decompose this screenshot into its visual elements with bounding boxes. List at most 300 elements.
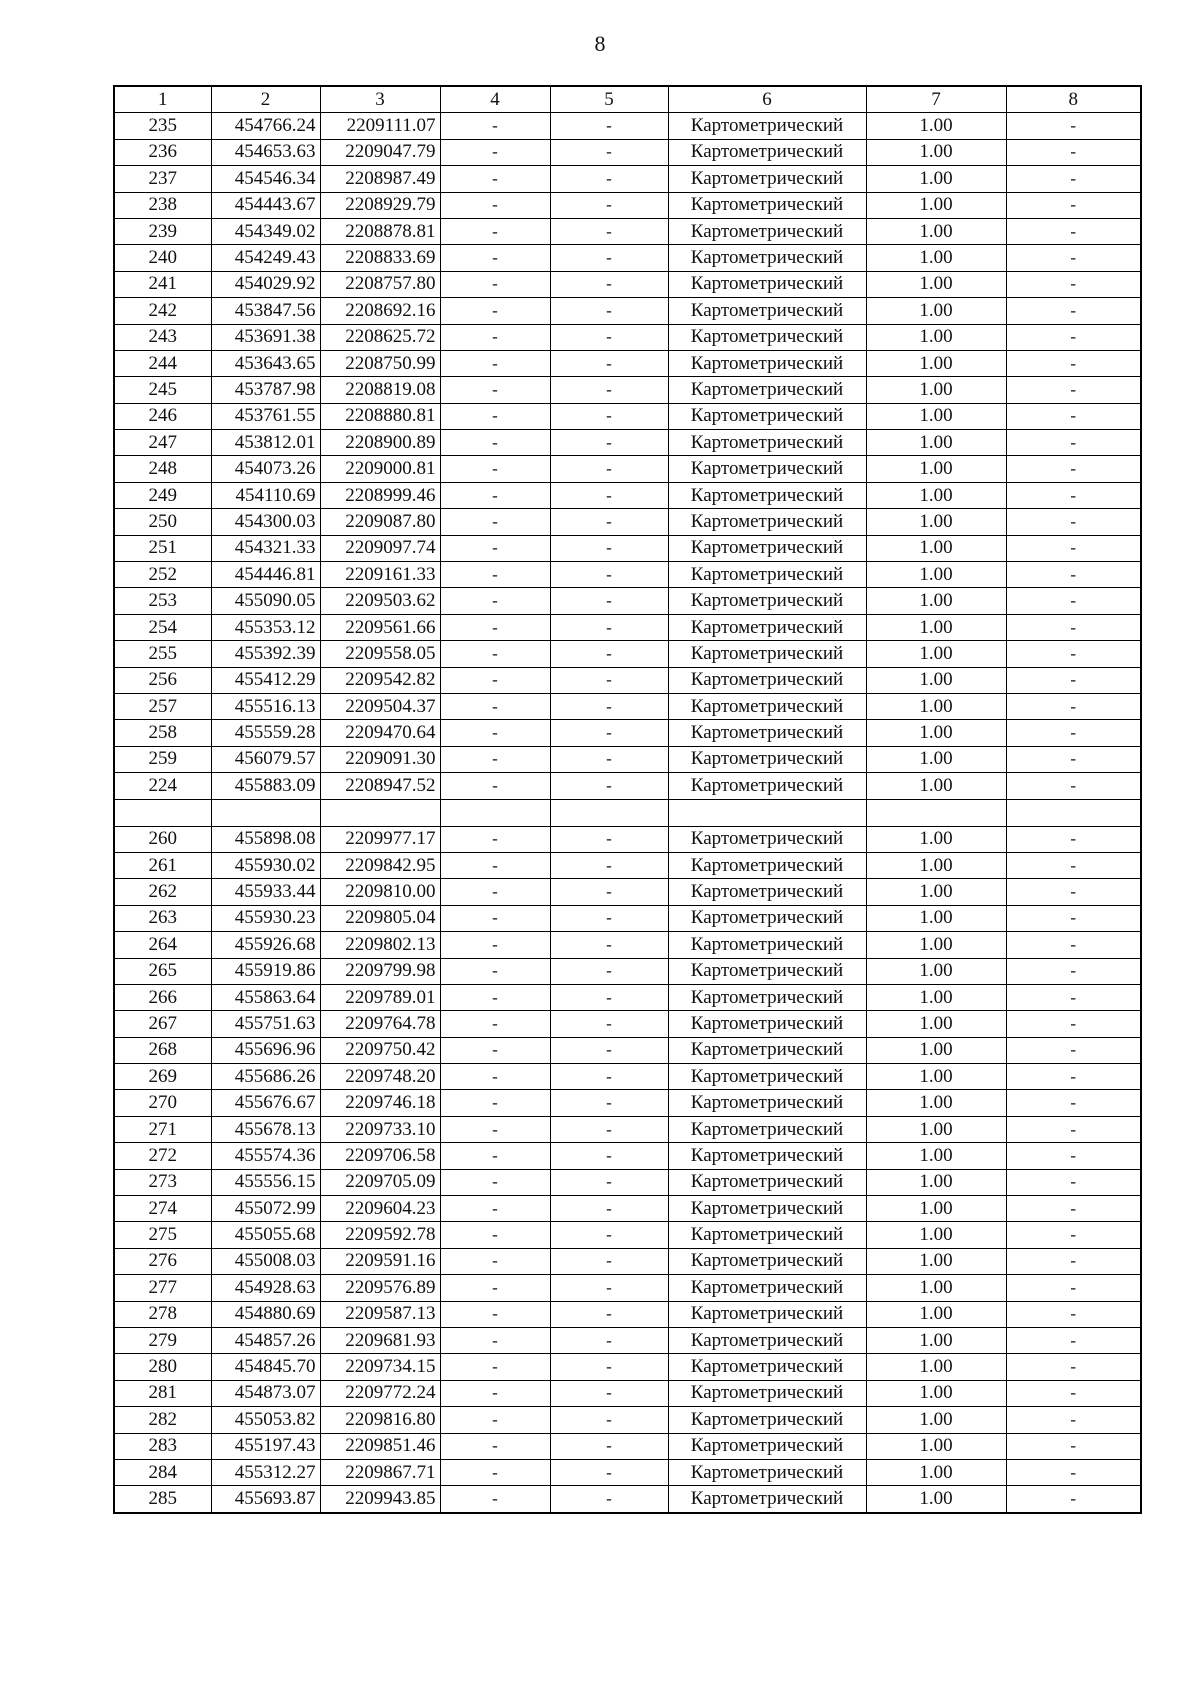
table-cell: - [550,1354,668,1380]
table-cell: - [550,1169,668,1195]
table-cell: 455863.64 [211,984,320,1010]
table-cell: 1.00 [866,1116,1006,1142]
table-cell: 2209161.33 [320,562,440,588]
table-cell: 272 [114,1143,211,1169]
header-cell: 6 [668,86,866,113]
table-cell: 280 [114,1354,211,1380]
table-cell: - [440,245,550,271]
table-cell: 2208999.46 [320,482,440,508]
empty-cell [668,799,866,826]
table-cell: - [440,1011,550,1037]
table-cell: 455696.96 [211,1037,320,1063]
header-cell: 8 [1006,86,1141,113]
table-cell: 253 [114,588,211,614]
table-cell: - [1006,271,1141,297]
table-cell: 455574.36 [211,1143,320,1169]
table-cell: 278 [114,1301,211,1327]
table-cell: - [550,482,668,508]
table-cell: 2209943.85 [320,1486,440,1513]
table-cell: - [1006,218,1141,244]
table-cell: - [1006,1222,1141,1248]
table-row [114,350,1141,376]
table-cell: - [550,826,668,852]
table-cell: 454349.02 [211,218,320,244]
table-cell: 243 [114,324,211,350]
empty-cell [1006,799,1141,826]
table-row [114,1248,1141,1274]
table-cell: 455919.86 [211,958,320,984]
table-cell: 2209750.42 [320,1037,440,1063]
table-cell: - [440,562,550,588]
table-cell: - [1006,1433,1141,1459]
table-cell: - [1006,1301,1141,1327]
table-cell: - [1006,958,1141,984]
table-cell: Картометрический [668,271,866,297]
table-cell: 455693.87 [211,1486,320,1513]
table-cell: - [1006,482,1141,508]
page-number: 8 [594,31,606,56]
header-row [114,86,1141,113]
table-cell: Картометрический [668,482,866,508]
table-cell: - [550,1248,668,1274]
table-cell: - [1006,1143,1141,1169]
table-cell: - [550,430,668,456]
table-cell: Картометрический [668,1037,866,1063]
table-cell: 1.00 [866,905,1006,931]
table-row [114,1407,1141,1433]
table-cell: 1.00 [866,1275,1006,1301]
table-cell: - [440,958,550,984]
table-cell: 2209087.80 [320,509,440,535]
table-cell: - [440,641,550,667]
table-cell: 281 [114,1380,211,1406]
table-cell: - [440,298,550,324]
table-cell: 454928.63 [211,1275,320,1301]
table-cell: - [550,218,668,244]
table-cell: Картометрический [668,1248,866,1274]
table-cell: 454300.03 [211,509,320,535]
table-cell: 2209681.93 [320,1327,440,1353]
table-cell: - [550,456,668,482]
table-cell: 277 [114,1275,211,1301]
table-cell: - [550,271,668,297]
table-cell: 1.00 [866,377,1006,403]
table-cell: - [440,139,550,165]
table-cell: 2209097.74 [320,535,440,561]
table-cell: 1.00 [866,667,1006,693]
table-cell: 1.00 [866,298,1006,324]
header-cell: 1 [114,86,211,113]
table-cell: Картометрический [668,826,866,852]
table-cell: Картометрический [668,641,866,667]
table-cell: - [440,614,550,640]
table-row [114,1301,1141,1327]
table-cell: - [440,693,550,719]
table-cell: 263 [114,905,211,931]
table-cell: Картометрический [668,1116,866,1142]
table-cell: 2208878.81 [320,218,440,244]
table-cell: - [440,192,550,218]
table-cell: 256 [114,667,211,693]
table-cell: - [440,456,550,482]
table-cell: - [1006,509,1141,535]
table-row [114,1169,1141,1195]
table-cell: 235 [114,113,211,139]
table-cell: 2209733.10 [320,1116,440,1142]
table-cell: 454321.33 [211,535,320,561]
table-cell: - [550,113,668,139]
table-cell: - [1006,535,1141,561]
table-cell: 266 [114,984,211,1010]
header-cell: 4 [440,86,550,113]
table-cell: 254 [114,614,211,640]
table-row [114,1196,1141,1222]
table-cell: 279 [114,1327,211,1353]
table-cell: 455678.13 [211,1116,320,1142]
table-cell: - [550,1222,668,1248]
table-row [114,1037,1141,1063]
table-cell: 455053.82 [211,1407,320,1433]
table-cell: - [440,350,550,376]
table-cell: 274 [114,1196,211,1222]
table-cell: - [440,746,550,772]
table-cell: 252 [114,562,211,588]
table-row [114,509,1141,535]
table-cell: 1.00 [866,984,1006,1010]
table-row [114,1116,1141,1142]
table-cell: Картометрический [668,984,866,1010]
block-separator-row [114,799,1141,826]
table-cell: 1.00 [866,1407,1006,1433]
table-cell: Картометрический [668,350,866,376]
table-cell: - [440,879,550,905]
table-cell: Картометрический [668,932,866,958]
table-cell: 455930.23 [211,905,320,931]
table-cell: 1.00 [866,350,1006,376]
table-cell: 1.00 [866,1011,1006,1037]
table-cell: - [1006,1486,1141,1513]
table-cell: 454446.81 [211,562,320,588]
table-cell: 455008.03 [211,1248,320,1274]
table-cell: Картометрический [668,192,866,218]
table-cell: 258 [114,720,211,746]
table-cell: - [440,271,550,297]
table-cell: - [440,1433,550,1459]
table-cell: 455933.44 [211,879,320,905]
table-cell: - [1006,693,1141,719]
table-cell: 2209816.80 [320,1407,440,1433]
table-cell: - [1006,1037,1141,1063]
table-cell: 2209802.13 [320,932,440,958]
table-cell: - [440,1301,550,1327]
table-cell: - [550,1275,668,1301]
table-cell: 1.00 [866,879,1006,905]
table-row [114,1327,1141,1353]
table-cell: 2209587.13 [320,1301,440,1327]
table-row [114,984,1141,1010]
table-cell: Картометрический [668,1459,866,1485]
table-cell: - [1006,1090,1141,1116]
table-cell: - [440,588,550,614]
table-cell: 239 [114,218,211,244]
table-row [114,245,1141,271]
table-row [114,403,1141,429]
table-cell: Картометрический [668,720,866,746]
table-row [114,588,1141,614]
table-cell: - [1006,1169,1141,1195]
table-cell: 1.00 [866,852,1006,878]
table-cell: - [1006,1116,1141,1142]
table-cell: Картометрический [668,113,866,139]
table-cell: - [440,720,550,746]
table-cell: - [1006,298,1141,324]
table-cell: 2209748.20 [320,1064,440,1090]
table-cell: - [440,1407,550,1433]
table-cell: Картометрический [668,403,866,429]
table-cell: 241 [114,271,211,297]
table-cell: - [1006,430,1141,456]
table-cell: Картометрический [668,509,866,535]
table-cell: 255 [114,641,211,667]
table-cell: Картометрический [668,1486,866,1513]
table-cell: - [550,667,668,693]
table-cell: 2209799.98 [320,958,440,984]
table-cell: 455516.13 [211,693,320,719]
table-cell: Картометрический [668,245,866,271]
table-cell: - [550,1143,668,1169]
table-row [114,298,1141,324]
table-cell: - [440,430,550,456]
table-cell: Картометрический [668,1090,866,1116]
table-cell: 2208900.89 [320,430,440,456]
table-cell: 455898.08 [211,826,320,852]
table-cell: Картометрический [668,1301,866,1327]
table-cell: 1.00 [866,958,1006,984]
table-cell: - [1006,1275,1141,1301]
table-cell: 246 [114,403,211,429]
table-row [114,430,1141,456]
table-cell: - [1006,324,1141,350]
table-cell: 2209977.17 [320,826,440,852]
table-cell: 1.00 [866,641,1006,667]
table-cell: 250 [114,509,211,535]
table-cell: 1.00 [866,614,1006,640]
table-cell: 247 [114,430,211,456]
table-cell: 454443.67 [211,192,320,218]
table-cell: 248 [114,456,211,482]
table-cell: 283 [114,1433,211,1459]
table-cell: 454029.92 [211,271,320,297]
table-cell: 2209091.30 [320,746,440,772]
table-cell: - [1006,350,1141,376]
table-cell: - [440,905,550,931]
table-cell: - [550,958,668,984]
table-cell: 454249.43 [211,245,320,271]
table-cell: - [550,298,668,324]
table-cell: 454857.26 [211,1327,320,1353]
table-cell: Картометрический [668,905,866,931]
table-cell: - [440,1064,550,1090]
table-cell: 1.00 [866,113,1006,139]
empty-cell [550,799,668,826]
table-cell: 271 [114,1116,211,1142]
table-cell: - [1006,852,1141,878]
table-cell: 2209558.05 [320,641,440,667]
table-cell: - [1006,905,1141,931]
table-cell: Картометрический [668,1380,866,1406]
table-cell: 454546.34 [211,166,320,192]
table-cell: 1.00 [866,192,1006,218]
table-cell: - [550,1090,668,1116]
table-cell: - [440,773,550,799]
table-cell: Картометрический [668,562,866,588]
table-cell: - [440,166,550,192]
table-cell: 2209805.04 [320,905,440,931]
table-cell: 1.00 [866,139,1006,165]
table-cell: 1.00 [866,456,1006,482]
table-cell: 1.00 [866,1143,1006,1169]
table-cell: - [1006,1327,1141,1353]
table-cell: - [440,113,550,139]
table-cell: 456079.57 [211,746,320,772]
table-cell: 264 [114,932,211,958]
table-row [114,932,1141,958]
header-cell: 5 [550,86,668,113]
table-cell: 1.00 [866,562,1006,588]
table-cell: 1.00 [866,1248,1006,1274]
table-cell: 257 [114,693,211,719]
table-row [114,852,1141,878]
table-cell: - [440,1248,550,1274]
table-cell: 455197.43 [211,1433,320,1459]
table-row [114,139,1141,165]
table-cell: 1.00 [866,1380,1006,1406]
table-cell: 276 [114,1248,211,1274]
table-cell: 453847.56 [211,298,320,324]
table-cell: - [440,826,550,852]
table-cell: 251 [114,535,211,561]
table-cell: 1.00 [866,218,1006,244]
table-cell: 2209810.00 [320,879,440,905]
table-cell: 2209734.15 [320,1354,440,1380]
empty-cell [866,799,1006,826]
table-cell: - [1006,1459,1141,1485]
table-row [114,218,1141,244]
table-cell: - [1006,667,1141,693]
table-cell: - [440,1459,550,1485]
table-cell: 454880.69 [211,1301,320,1327]
table-cell: - [550,535,668,561]
table-cell: 453691.38 [211,324,320,350]
table-cell: 454766.24 [211,113,320,139]
table-cell: - [550,905,668,931]
table-cell: - [440,1327,550,1353]
table-cell: 249 [114,482,211,508]
table-cell: 2208625.72 [320,324,440,350]
table-cell: - [440,667,550,693]
table-cell: Картометрический [668,693,866,719]
table-cell: 268 [114,1037,211,1063]
table-cell: 1.00 [866,693,1006,719]
table-cell: - [440,1196,550,1222]
table-cell: 1.00 [866,509,1006,535]
table-cell: 2208757.80 [320,271,440,297]
table-cell: Картометрический [668,1327,866,1353]
table-cell: 2209111.07 [320,113,440,139]
table-cell: - [440,984,550,1010]
table-cell: - [550,166,668,192]
table-cell: 454873.07 [211,1380,320,1406]
table-cell: 2208819.08 [320,377,440,403]
table-cell: - [550,852,668,878]
table-cell: 455312.27 [211,1459,320,1485]
table-cell: - [440,1169,550,1195]
table-row [114,377,1141,403]
table-row [114,535,1141,561]
table-row [114,641,1141,667]
table-cell: 1.00 [866,1222,1006,1248]
table-row [114,667,1141,693]
table-cell: 2208987.49 [320,166,440,192]
table-cell: - [1006,984,1141,1010]
table-cell: 455556.15 [211,1169,320,1195]
table-row [114,826,1141,852]
table-cell: 453787.98 [211,377,320,403]
table-cell: - [440,1143,550,1169]
table-cell: 2209591.16 [320,1248,440,1274]
table-cell: 269 [114,1064,211,1090]
table-cell: Картометрический [668,1011,866,1037]
table-cell: 244 [114,350,211,376]
table-cell: Картометрический [668,535,866,561]
table-cell: Картометрический [668,430,866,456]
table-cell: Картометрический [668,456,866,482]
table-cell: Картометрический [668,958,866,984]
table-cell: 2209470.64 [320,720,440,746]
table-cell: 1.00 [866,720,1006,746]
table-cell: - [440,1486,550,1513]
table-cell: Картометрический [668,1433,866,1459]
table-cell: 1.00 [866,773,1006,799]
table-row [114,1143,1141,1169]
table-cell: - [1006,932,1141,958]
table-row [114,1090,1141,1116]
table-cell: 2209764.78 [320,1011,440,1037]
table-cell: 453812.01 [211,430,320,456]
table-cell: 2209503.62 [320,588,440,614]
table-cell: - [1006,1354,1141,1380]
table-cell: 1.00 [866,245,1006,271]
table-cell: - [1006,1380,1141,1406]
table-cell: - [440,1380,550,1406]
table-cell: 454110.69 [211,482,320,508]
table-body [114,86,1141,1513]
table-cell: - [1006,826,1141,852]
table-cell: - [550,1116,668,1142]
table-cell: 1.00 [866,535,1006,561]
table-row [114,1433,1141,1459]
table-cell: - [550,1380,668,1406]
table-cell: 2209705.09 [320,1169,440,1195]
table-cell: - [550,1433,668,1459]
table-cell: 1.00 [866,403,1006,429]
table-cell: Картометрический [668,879,866,905]
table-cell: - [550,984,668,1010]
table-cell: Картометрический [668,852,866,878]
table-cell: - [550,1196,668,1222]
table-cell: - [550,693,668,719]
table-cell: - [550,1064,668,1090]
